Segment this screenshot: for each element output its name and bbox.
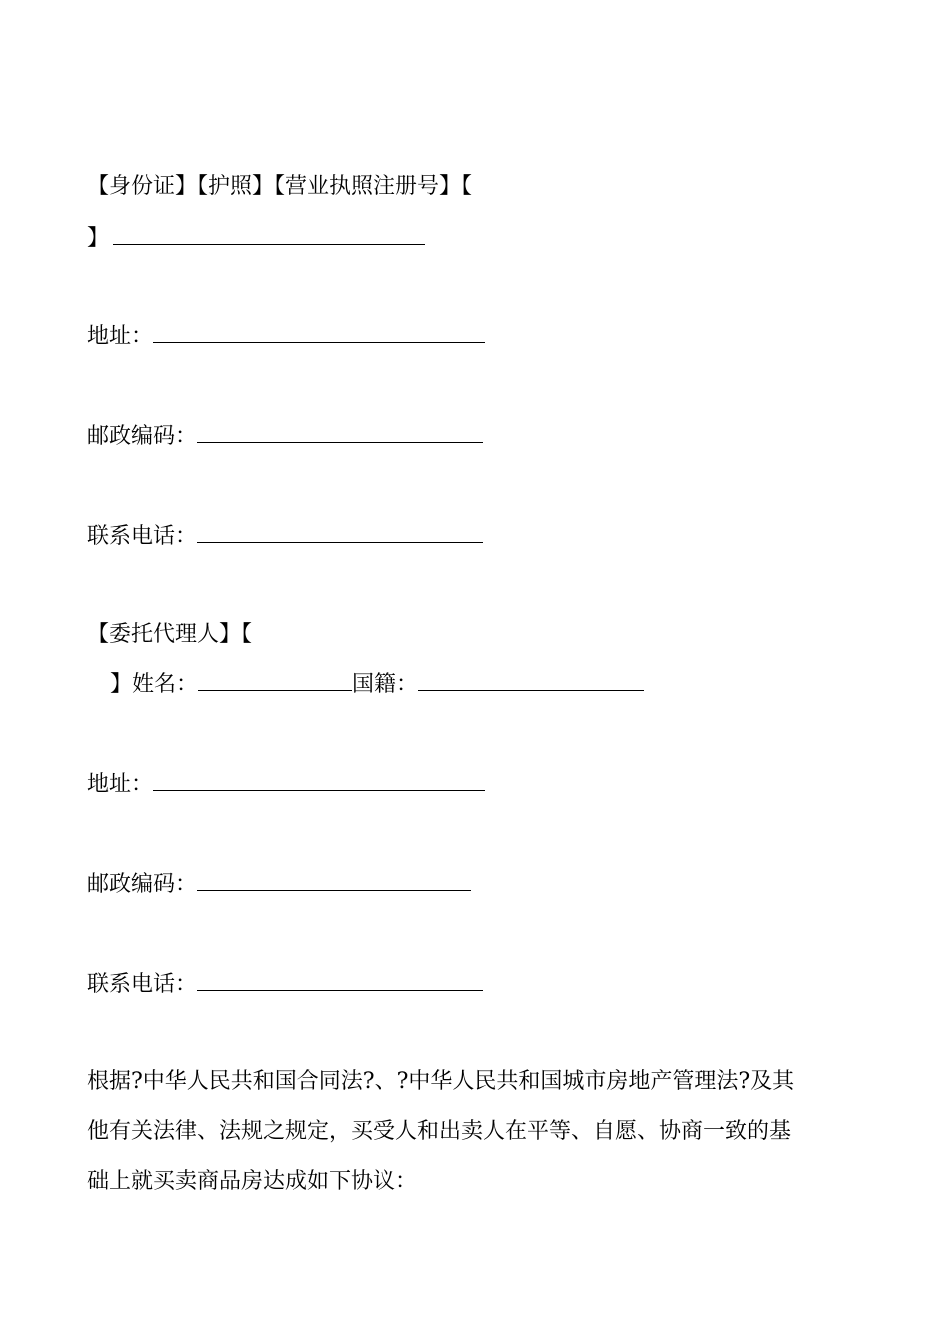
seller-postcode-blank[interactable] xyxy=(197,420,483,443)
agent-label: 【委托代理人】【 xyxy=(87,622,253,647)
id-number-row xyxy=(87,222,425,254)
id-type-options xyxy=(87,172,472,202)
seller-address-row xyxy=(87,320,485,352)
seller-postcode-row xyxy=(87,420,483,452)
seller-postcode-label: 邮政编码： xyxy=(87,424,198,449)
agent-nationality-label: 国籍： xyxy=(352,672,419,697)
agent-nationality-blank[interactable] xyxy=(418,668,644,691)
agent-phone-label: 联系电话： xyxy=(87,972,198,997)
agent-postcode-label: 邮政编码： xyxy=(87,872,198,897)
seller-phone-row xyxy=(87,520,483,552)
agreement-line-2: 他有关法律、法规之规定，买受人和出卖人在平等、自愿、协商一致的基 xyxy=(87,1119,792,1144)
agent-phone-row xyxy=(87,968,483,1000)
seller-address-blank[interactable] xyxy=(153,320,485,343)
agent-row xyxy=(87,620,252,650)
seller-address-label: 地址： xyxy=(87,324,154,349)
agreement-line-3: 础上就买卖商品房达成如下协议： xyxy=(87,1169,418,1194)
agent-postcode-row xyxy=(87,868,471,900)
id-type-close-bracket: 】 xyxy=(87,226,110,251)
agent-phone-blank[interactable] xyxy=(197,968,483,991)
agent-name-row xyxy=(110,668,644,700)
agent-postcode-blank[interactable] xyxy=(197,868,471,891)
agreement-line-1: 根据?中华人民共和国合同法?、?中华人民共和国城市房地产管理法?及其 xyxy=(87,1069,795,1094)
seller-phone-label: 联系电话： xyxy=(87,524,198,549)
agent-name-label: 】姓名： xyxy=(110,672,199,697)
agent-address-blank[interactable] xyxy=(153,768,485,791)
agent-name-blank[interactable] xyxy=(198,668,352,691)
agent-address-row xyxy=(87,768,485,800)
id-type-options-text: 【身份证】【护照】【营业执照注册号】【 xyxy=(87,174,473,199)
id-number-blank[interactable] xyxy=(113,222,425,245)
agreement-paragraph xyxy=(87,1066,867,1198)
seller-phone-blank[interactable] xyxy=(197,520,483,543)
agent-address-label: 地址： xyxy=(87,772,154,797)
